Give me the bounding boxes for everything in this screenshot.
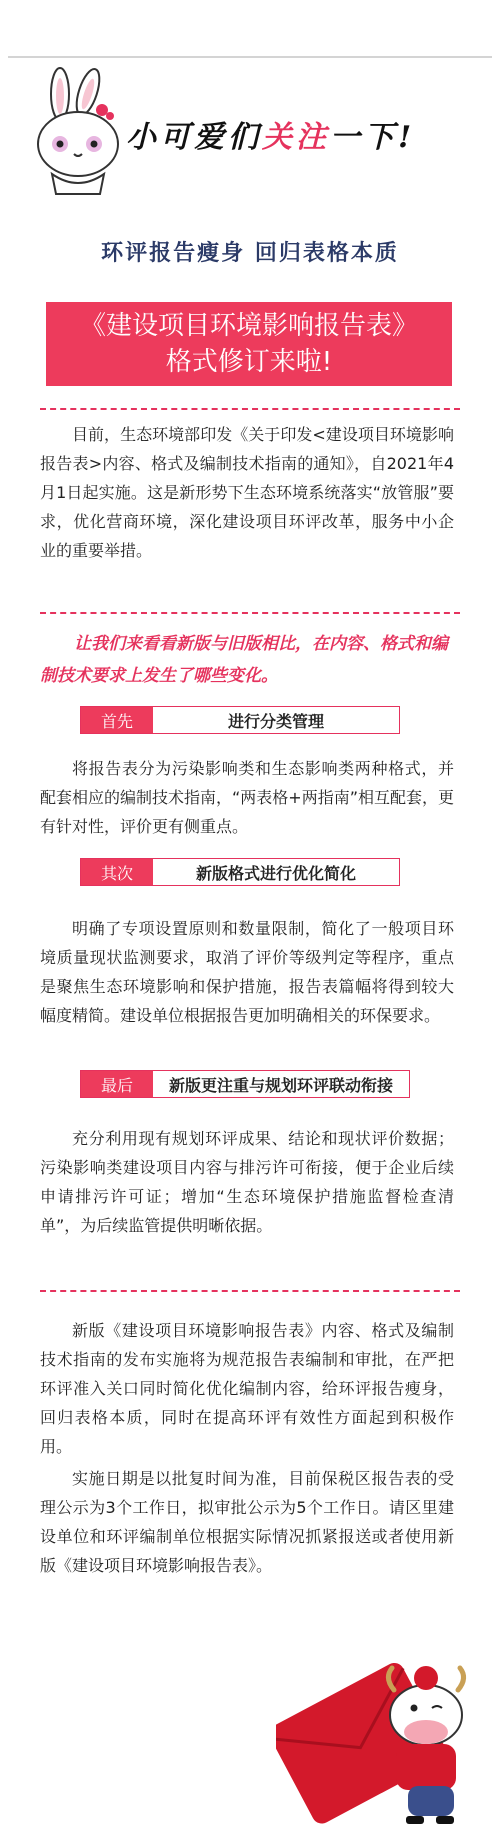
follow-prefix: 小可爱们 [126, 120, 262, 155]
section-body-1: 将报告表分为污染影响类和生态影响类两种格式，并配套相应的编制技术指南，“两表格+两指南”相互配套，更有针对性，评价更有侧重点。 [40, 759, 454, 836]
section-title: 新版格式进行优化简化 [195, 863, 356, 883]
section-title: 新版更注重与规划环评联动衔接 [168, 1075, 393, 1095]
highlight-note: 让我们来看看新版与旧版相比，在内容、格式和编制技术要求上发生了哪些变化。 [40, 634, 448, 686]
article-subtitle: 环评报告瘦身 回归表格本质 [101, 241, 399, 266]
section-body-2: 明确了专项设置原则和数量限制，简化了一般项目环境质量现状监测要求，取消了评价等级判定等程序，重点是聚焦生态环境影响和保护措施，报告表篇幅将得到较大幅度精简。建设单位根据报告更加明确相关的环保要求。 [40, 919, 454, 1025]
follow-suffix: 一下! [330, 120, 416, 155]
section-tag: 最后 [81, 1071, 153, 1097]
follow-slogan [126, 112, 415, 156]
bunny-mascot-icon [30, 66, 126, 196]
closing-paragraph-1: 新版《建设项目环境影响报告表》内容、格式及编制技术指南的发布实施将为规范报告表编制和审批，在严把环评准入关口同时简化优化编制内容，给环评报告瘦身，回归表格本质，同时在提高环评有效性方面起到积极作用。 [40, 1321, 454, 1456]
dashed-divider [40, 408, 460, 410]
section-tag: 其次 [81, 859, 153, 885]
section-tag: 首先 [81, 707, 153, 733]
section-body-3: 充分利用现有规划环评成果、结论和现状评价数据；污染影响类建设项目内容与排污许可衔接，便于企业后续申请排污许可证；增加“生态环境保护措施监督检查清单”，为后续监管提供明晰依据。 [40, 1129, 454, 1235]
title-banner [46, 302, 452, 386]
closing-paragraph-2: 实施日期是以批复时间为准，目前保税区报告表的受理公示为3个工作日，拟审批公示为5个工作日。请区里建设单位和环评编制单位根据实际情况抓紧报送或者使用新版《建设项目环境影响报告表》。 [40, 1469, 454, 1575]
dashed-divider [40, 612, 460, 614]
ox-mascot-icon [276, 1620, 496, 1830]
section-title: 进行分类管理 [227, 711, 324, 731]
section-header-1 [80, 706, 400, 734]
section-header-2 [80, 858, 400, 886]
banner-line-1: 《建设项目环境影响报告表》 [79, 311, 418, 341]
intro-paragraph: 目前，生态环境部印发《关于印发<建设项目环境影响报告表>内容、格式及编制技术指南的通知》，自2021年4月1日起实施。这是新形势下生态环境系统落实“放管服”要求，优化营商环境，深化建设项目环评改革，服务中小企业的重要举措。 [40, 425, 454, 560]
follow-highlight: 关注 [262, 120, 330, 155]
dashed-divider [40, 1290, 460, 1292]
top-divider [8, 56, 492, 58]
banner-line-2: 格式修订来啦! [165, 347, 333, 377]
section-header-3 [80, 1070, 410, 1098]
